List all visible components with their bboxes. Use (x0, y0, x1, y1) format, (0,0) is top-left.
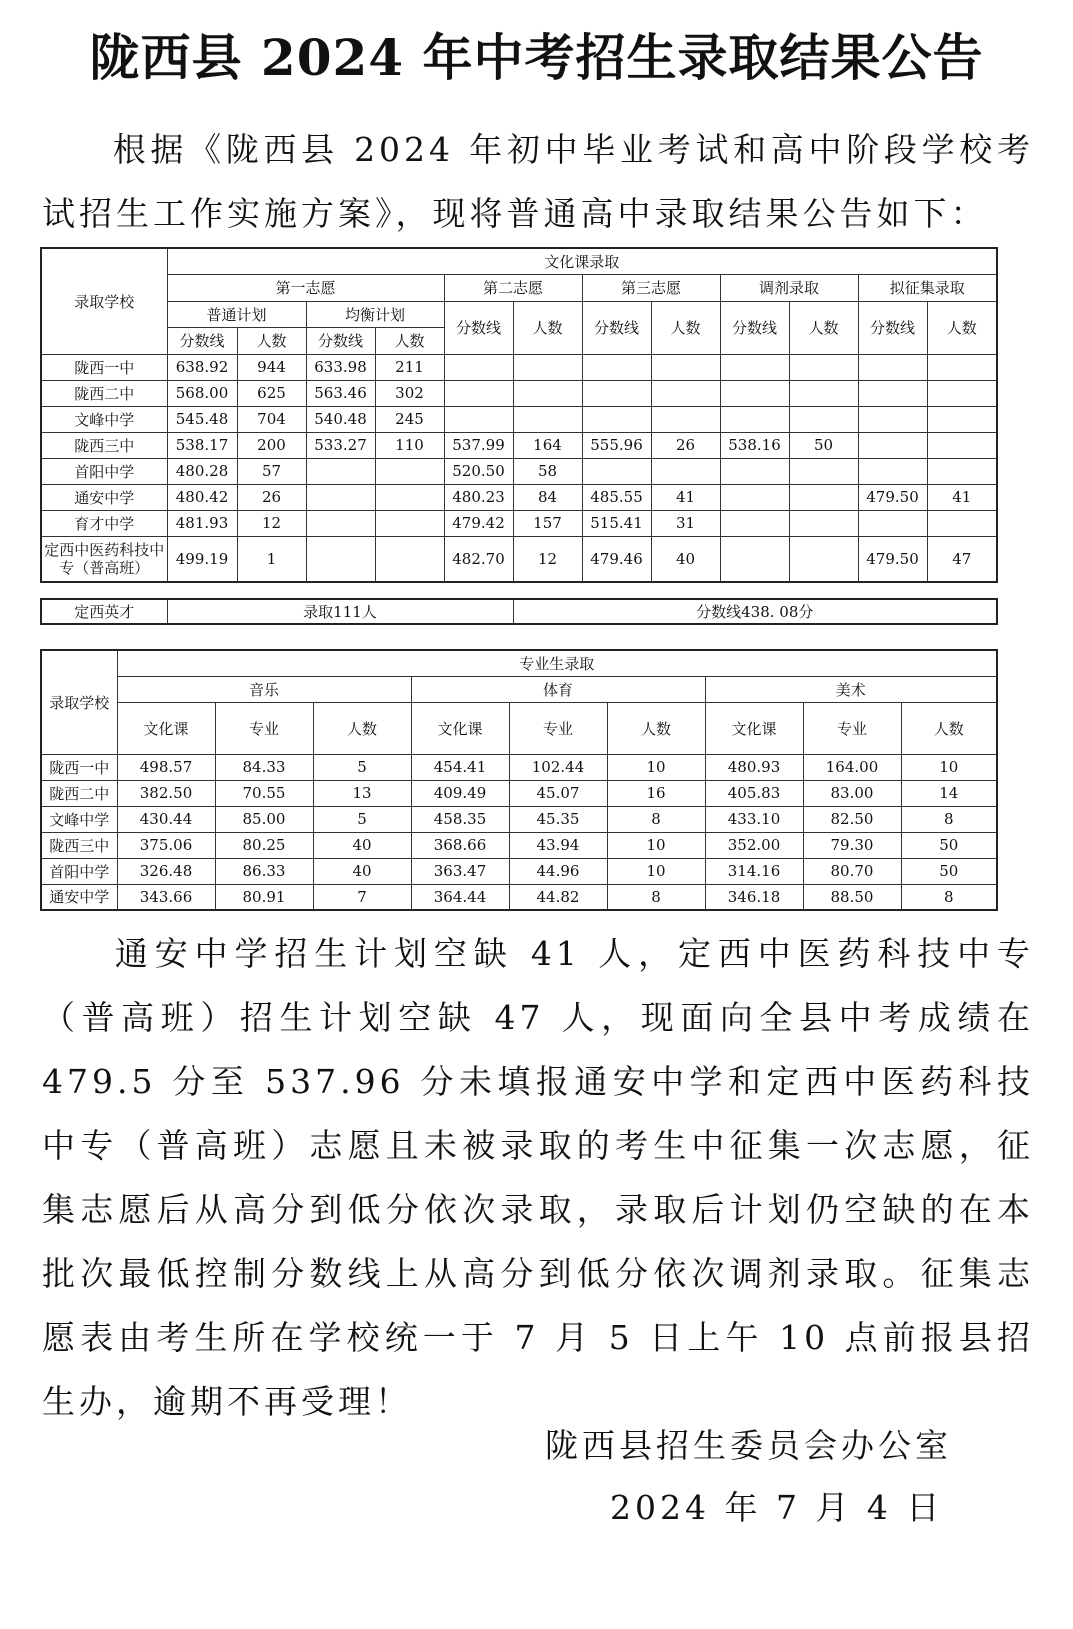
data-cell: 538.16 (720, 432, 789, 458)
data-cell: 40 (313, 832, 411, 858)
count-header: 人数 (237, 327, 306, 354)
data-cell: 5 (313, 754, 411, 780)
data-cell: 538.17 (167, 432, 237, 458)
specialty-group-header: 专业生录取 (117, 650, 997, 676)
signature: 陇西县招生委员会办公室 (545, 1426, 952, 1465)
major-header: 专业 (803, 702, 901, 754)
data-cell (927, 406, 997, 432)
data-cell: 563.46 (306, 380, 375, 406)
data-cell (720, 484, 789, 510)
score-header: 分数线 (306, 327, 375, 354)
data-cell (858, 406, 927, 432)
data-cell: 568.00 (167, 380, 237, 406)
data-cell: 110 (375, 432, 444, 458)
data-cell: 520.50 (444, 458, 513, 484)
data-cell: 343.66 (117, 884, 215, 910)
table-row (41, 832, 997, 858)
data-cell (444, 406, 513, 432)
data-cell: 70.55 (215, 780, 313, 806)
data-cell: 346.18 (705, 884, 803, 910)
data-cell (306, 536, 375, 582)
collect-header: 拟征集录取 (858, 274, 997, 301)
data-cell (444, 380, 513, 406)
data-cell: 433.10 (705, 806, 803, 832)
data-cell: 45.07 (509, 780, 607, 806)
score-header: 分数线 (858, 301, 927, 354)
score-header: 分数线 (444, 301, 513, 354)
data-cell: 8 (901, 806, 997, 832)
specialty-admission-table (40, 649, 998, 911)
data-cell (651, 380, 720, 406)
count-header: 人数 (513, 301, 582, 354)
data-cell: 12 (237, 510, 306, 536)
count-header: 人数 (651, 301, 720, 354)
data-cell: 13 (313, 780, 411, 806)
data-cell: 50 (789, 432, 858, 458)
table-row (41, 858, 997, 884)
page-title: 陇西县 2024 年中考招生录取结果公告 (89, 28, 984, 87)
data-cell: 533.27 (306, 432, 375, 458)
data-cell: 157 (513, 510, 582, 536)
data-cell (375, 536, 444, 582)
school-header-cell: 录取学校 (41, 650, 117, 754)
data-cell: 88.50 (803, 884, 901, 910)
data-cell: 499.19 (167, 536, 237, 582)
data-cell (375, 484, 444, 510)
data-cell: 31 (651, 510, 720, 536)
data-cell (582, 406, 651, 432)
data-cell (306, 458, 375, 484)
yingcai-score: 分数线438. 08分 (513, 599, 997, 624)
intro-text: 根据《陇西县 2024 年初中毕业考试和高中阶段学校考试招生工作实施方案》，现将普通高中录取结果公告如下： (42, 130, 1034, 233)
school-name-cell: 陇西三中 (41, 832, 117, 858)
data-cell: 302 (375, 380, 444, 406)
data-cell (789, 458, 858, 484)
table-row (41, 380, 997, 406)
data-cell: 326.48 (117, 858, 215, 884)
table-row (41, 406, 997, 432)
data-cell: 638.92 (167, 354, 237, 380)
table-row (41, 458, 997, 484)
data-cell (513, 406, 582, 432)
data-cell: 944 (237, 354, 306, 380)
major-header: 专业 (509, 702, 607, 754)
data-cell: 479.46 (582, 536, 651, 582)
data-cell: 41 (651, 484, 720, 510)
school-name-cell: 通安中学 (41, 484, 167, 510)
data-cell: 40 (651, 536, 720, 582)
count-header: 人数 (927, 301, 997, 354)
data-cell (789, 354, 858, 380)
data-cell: 498.57 (117, 754, 215, 780)
data-cell (927, 458, 997, 484)
data-cell: 80.70 (803, 858, 901, 884)
school-name-cell: 陇西一中 (41, 354, 167, 380)
culture-admission-table (40, 247, 998, 583)
school-header-cell: 录取学校 (41, 248, 167, 354)
count-header: 人数 (375, 327, 444, 354)
data-cell: 485.55 (582, 484, 651, 510)
school-name-cell: 育才中学 (41, 510, 167, 536)
data-cell: 58 (513, 458, 582, 484)
data-cell: 44.96 (509, 858, 607, 884)
school-name-cell: 定西中医药科技中专（普高班） (41, 536, 167, 582)
data-cell: 363.47 (411, 858, 509, 884)
data-cell (789, 536, 858, 582)
data-cell: 479.42 (444, 510, 513, 536)
data-cell (720, 406, 789, 432)
yingcai-table (40, 598, 998, 625)
school-name-cell: 通安中学 (41, 884, 117, 910)
data-cell (927, 510, 997, 536)
school-name-cell: 文峰中学 (41, 406, 167, 432)
table-row (41, 754, 997, 780)
data-cell: 364.44 (411, 884, 509, 910)
data-cell: 86.33 (215, 858, 313, 884)
data-cell (858, 432, 927, 458)
normal-plan-header: 普通计划 (167, 301, 306, 327)
data-cell (582, 354, 651, 380)
data-cell: 10 (607, 832, 705, 858)
data-cell: 45.35 (509, 806, 607, 832)
data-cell (582, 458, 651, 484)
data-cell: 382.50 (117, 780, 215, 806)
balanced-plan-header: 均衡计划 (306, 301, 444, 327)
data-cell (651, 354, 720, 380)
data-cell: 515.41 (582, 510, 651, 536)
data-cell (444, 354, 513, 380)
table-row (41, 432, 997, 458)
data-cell (858, 380, 927, 406)
data-cell (789, 406, 858, 432)
table-row (41, 354, 997, 380)
art-header: 美术 (705, 676, 997, 702)
data-cell: 80.91 (215, 884, 313, 910)
data-cell: 430.44 (117, 806, 215, 832)
data-cell (306, 510, 375, 536)
second-choice-header: 第二志愿 (444, 274, 582, 301)
school-name-cell: 首阳中学 (41, 858, 117, 884)
data-cell (651, 406, 720, 432)
score-header: 分数线 (167, 327, 237, 354)
culture-header: 文化课 (117, 702, 215, 754)
data-cell: 480.93 (705, 754, 803, 780)
data-cell: 405.83 (705, 780, 803, 806)
third-choice-header: 第三志愿 (582, 274, 720, 301)
school-name-cell: 陇西三中 (41, 432, 167, 458)
first-choice-header: 第一志愿 (167, 274, 444, 301)
data-cell: 545.48 (167, 406, 237, 432)
date: 2024 年 7 月 4 日 (610, 1488, 944, 1527)
data-cell: 211 (375, 354, 444, 380)
sports-header: 体育 (411, 676, 705, 702)
music-header: 音乐 (117, 676, 411, 702)
table-row (41, 806, 997, 832)
yingcai-school: 定西英才 (41, 599, 167, 624)
data-cell (858, 458, 927, 484)
data-cell: 164.00 (803, 754, 901, 780)
data-cell (651, 458, 720, 484)
data-cell (789, 380, 858, 406)
data-cell: 5 (313, 806, 411, 832)
data-cell: 458.35 (411, 806, 509, 832)
data-cell: 85.00 (215, 806, 313, 832)
data-cell (375, 458, 444, 484)
data-cell: 84.33 (215, 754, 313, 780)
data-cell (720, 354, 789, 380)
data-cell (513, 380, 582, 406)
culture-header: 文化课 (705, 702, 803, 754)
data-cell: 633.98 (306, 354, 375, 380)
data-cell: 79.30 (803, 832, 901, 858)
data-cell: 16 (607, 780, 705, 806)
count-header: 人数 (789, 301, 858, 354)
data-cell: 480.23 (444, 484, 513, 510)
data-cell: 83.00 (803, 780, 901, 806)
school-name-cell: 陇西一中 (41, 754, 117, 780)
data-cell: 704 (237, 406, 306, 432)
data-cell (720, 458, 789, 484)
table-row (41, 510, 997, 536)
table-row (41, 884, 997, 910)
data-cell (789, 484, 858, 510)
data-cell: 482.70 (444, 536, 513, 582)
school-name-cell: 陇西二中 (41, 780, 117, 806)
data-cell: 481.93 (167, 510, 237, 536)
intro-paragraph (42, 118, 1034, 246)
data-cell: 8 (901, 884, 997, 910)
data-cell: 164 (513, 432, 582, 458)
data-cell: 50 (901, 858, 997, 884)
data-cell: 26 (651, 432, 720, 458)
score-header: 分数线 (720, 301, 789, 354)
data-cell: 540.48 (306, 406, 375, 432)
data-cell: 625 (237, 380, 306, 406)
data-cell (513, 354, 582, 380)
table-row (41, 536, 997, 582)
data-cell: 43.94 (509, 832, 607, 858)
data-cell: 245 (375, 406, 444, 432)
data-cell: 352.00 (705, 832, 803, 858)
data-cell: 10 (607, 858, 705, 884)
data-cell: 80.25 (215, 832, 313, 858)
data-cell: 44.82 (509, 884, 607, 910)
count-header: 人数 (607, 702, 705, 754)
data-cell: 82.50 (803, 806, 901, 832)
data-cell: 7 (313, 884, 411, 910)
data-cell: 479.50 (858, 536, 927, 582)
data-cell: 314.16 (705, 858, 803, 884)
data-cell: 10 (901, 754, 997, 780)
data-cell: 12 (513, 536, 582, 582)
culture-group-header: 文化课录取 (167, 248, 997, 274)
data-cell: 8 (607, 884, 705, 910)
data-cell (927, 380, 997, 406)
data-cell: 57 (237, 458, 306, 484)
school-name-cell: 文峰中学 (41, 806, 117, 832)
table-row (41, 484, 997, 510)
data-cell (789, 510, 858, 536)
data-cell: 47 (927, 536, 997, 582)
data-cell: 50 (901, 832, 997, 858)
notice-text: 通安中学招生计划空缺 41 人，定西中医药科技中专（普高班）招生计划空缺 47 人，现面向全县中考成绩在 479.5 分至 537.96 分未填报通安中学和定西中医药科技中专（普高班）志愿且未被录取的考生中征集一次志愿，征集志愿后从高分到低分依次录取，录取后计划仍空缺的在本批次最低控制分数线上从高分到低分依次调剂录取。征集志愿表由考生所在学校统一于 7 月 5 日上午 10 点前报县招生办，逾期不再受理！ (42, 934, 1034, 1421)
data-cell (927, 432, 997, 458)
data-cell: 14 (901, 780, 997, 806)
data-cell: 555.96 (582, 432, 651, 458)
data-cell (375, 510, 444, 536)
score-header: 分数线 (582, 301, 651, 354)
data-cell: 409.49 (411, 780, 509, 806)
school-name-cell: 首阳中学 (41, 458, 167, 484)
data-cell: 102.44 (509, 754, 607, 780)
adjust-header: 调剂录取 (720, 274, 858, 301)
data-cell: 479.50 (858, 484, 927, 510)
data-cell: 454.41 (411, 754, 509, 780)
count-header: 人数 (901, 702, 997, 754)
data-cell: 537.99 (444, 432, 513, 458)
data-cell: 84 (513, 484, 582, 510)
data-cell (582, 380, 651, 406)
data-cell: 480.42 (167, 484, 237, 510)
notice-paragraph (42, 922, 1034, 1434)
count-header: 人数 (313, 702, 411, 754)
major-header: 专业 (215, 702, 313, 754)
school-name-cell: 陇西二中 (41, 380, 167, 406)
data-cell: 41 (927, 484, 997, 510)
yingcai-admitted: 录取111人 (167, 599, 513, 624)
data-cell: 10 (607, 754, 705, 780)
data-cell: 40 (313, 858, 411, 884)
data-cell: 375.06 (117, 832, 215, 858)
table-row (41, 780, 997, 806)
data-cell (306, 484, 375, 510)
data-cell (720, 510, 789, 536)
data-cell (858, 354, 927, 380)
data-cell: 26 (237, 484, 306, 510)
data-cell (720, 380, 789, 406)
data-cell: 1 (237, 536, 306, 582)
data-cell: 200 (237, 432, 306, 458)
data-cell (720, 536, 789, 582)
data-cell (858, 510, 927, 536)
data-cell: 480.28 (167, 458, 237, 484)
culture-header: 文化课 (411, 702, 509, 754)
data-cell (927, 354, 997, 380)
data-cell: 8 (607, 806, 705, 832)
data-cell: 368.66 (411, 832, 509, 858)
